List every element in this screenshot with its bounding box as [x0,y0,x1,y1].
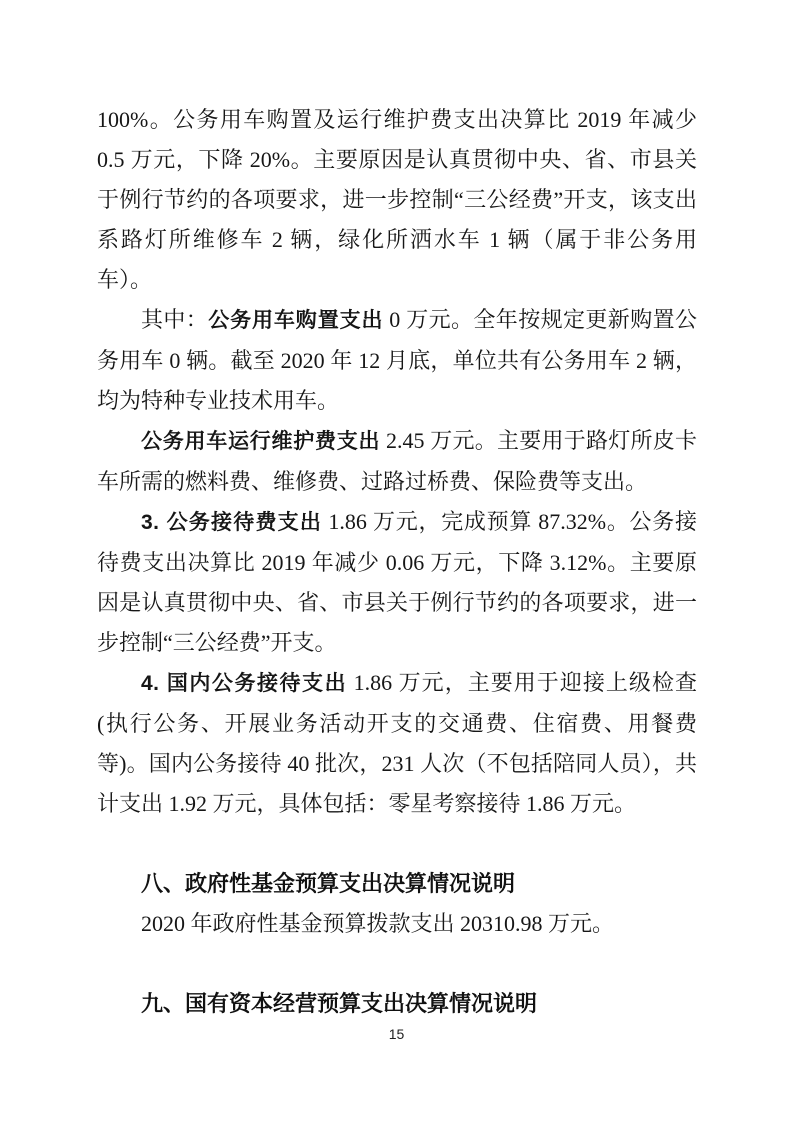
paragraph [97,904,697,944]
document-content [97,100,697,1024]
page-number: 15 [388,1026,405,1042]
bold-text-run: 公务用车运行维护费支出 [141,430,381,453]
paragraph [97,100,697,300]
bold-text-run: 4. 国内公务接待支出 [141,672,348,695]
paragraph [97,421,697,502]
bold-text-run: 八、政府性基金预算支出决算情况说明 [141,871,516,896]
text-run: 2.45 万元。主要用于路灯所皮卡车所需的燃料费、维修费、过路过桥费、保险费等支出。 [97,428,697,494]
text-run: 100%。公务用车购置及运行维护费支出决算比 2019 年减少 0.5 万元，下降 20%。主要原因是认真贯彻中央、省、市县关于例行节约的各项要求，进一步控制“三公经费”开支，该支出系路灯所维修车 2 辆，绿化所洒水车 1 辆（属于非公务用车）。 [97,107,698,292]
bold-text-run: 公务用车购置支出 [208,309,384,332]
bold-text-run: 3. 公务接待费支出 [141,511,323,534]
paragraph [97,502,697,663]
section-heading [97,864,697,904]
text-run: 0 万元。全年按规定更新购置公务用车 0 辆。截至 2020 年 12 月底，单位共有公务用车 2 辆，均为特种专业技术用车。 [97,307,697,413]
section-heading [97,984,697,1024]
text-run: 1.86 万元，主要用于迎接上级检查(执行公务、开展业务活动开支的交通费、住宿费、用餐费等)。国内公务接待 40 批次，231 人次（不包括陪同人员），共计支出 1.92 万元，具体包括：零星考察接待 1.86 万元。 [97,670,697,816]
paragraph [97,300,697,421]
text-run: 其中： [141,307,209,332]
bold-text-run: 九、国有资本经营预算支出决算情况说明 [141,991,538,1016]
paragraph [97,663,697,824]
text-run: 2020 年政府性基金预算拨款支出 20310.98 万元。 [141,911,615,936]
text-run: 1.86 万元，完成预算 87.32%。公务接待费支出决算比 2019 年减少 0.06 万元，下降 3.12%。主要原因是认真贯彻中央、省、市县关于例行节约的各项要求，进一步控制“三公经费”开支。 [97,509,697,655]
